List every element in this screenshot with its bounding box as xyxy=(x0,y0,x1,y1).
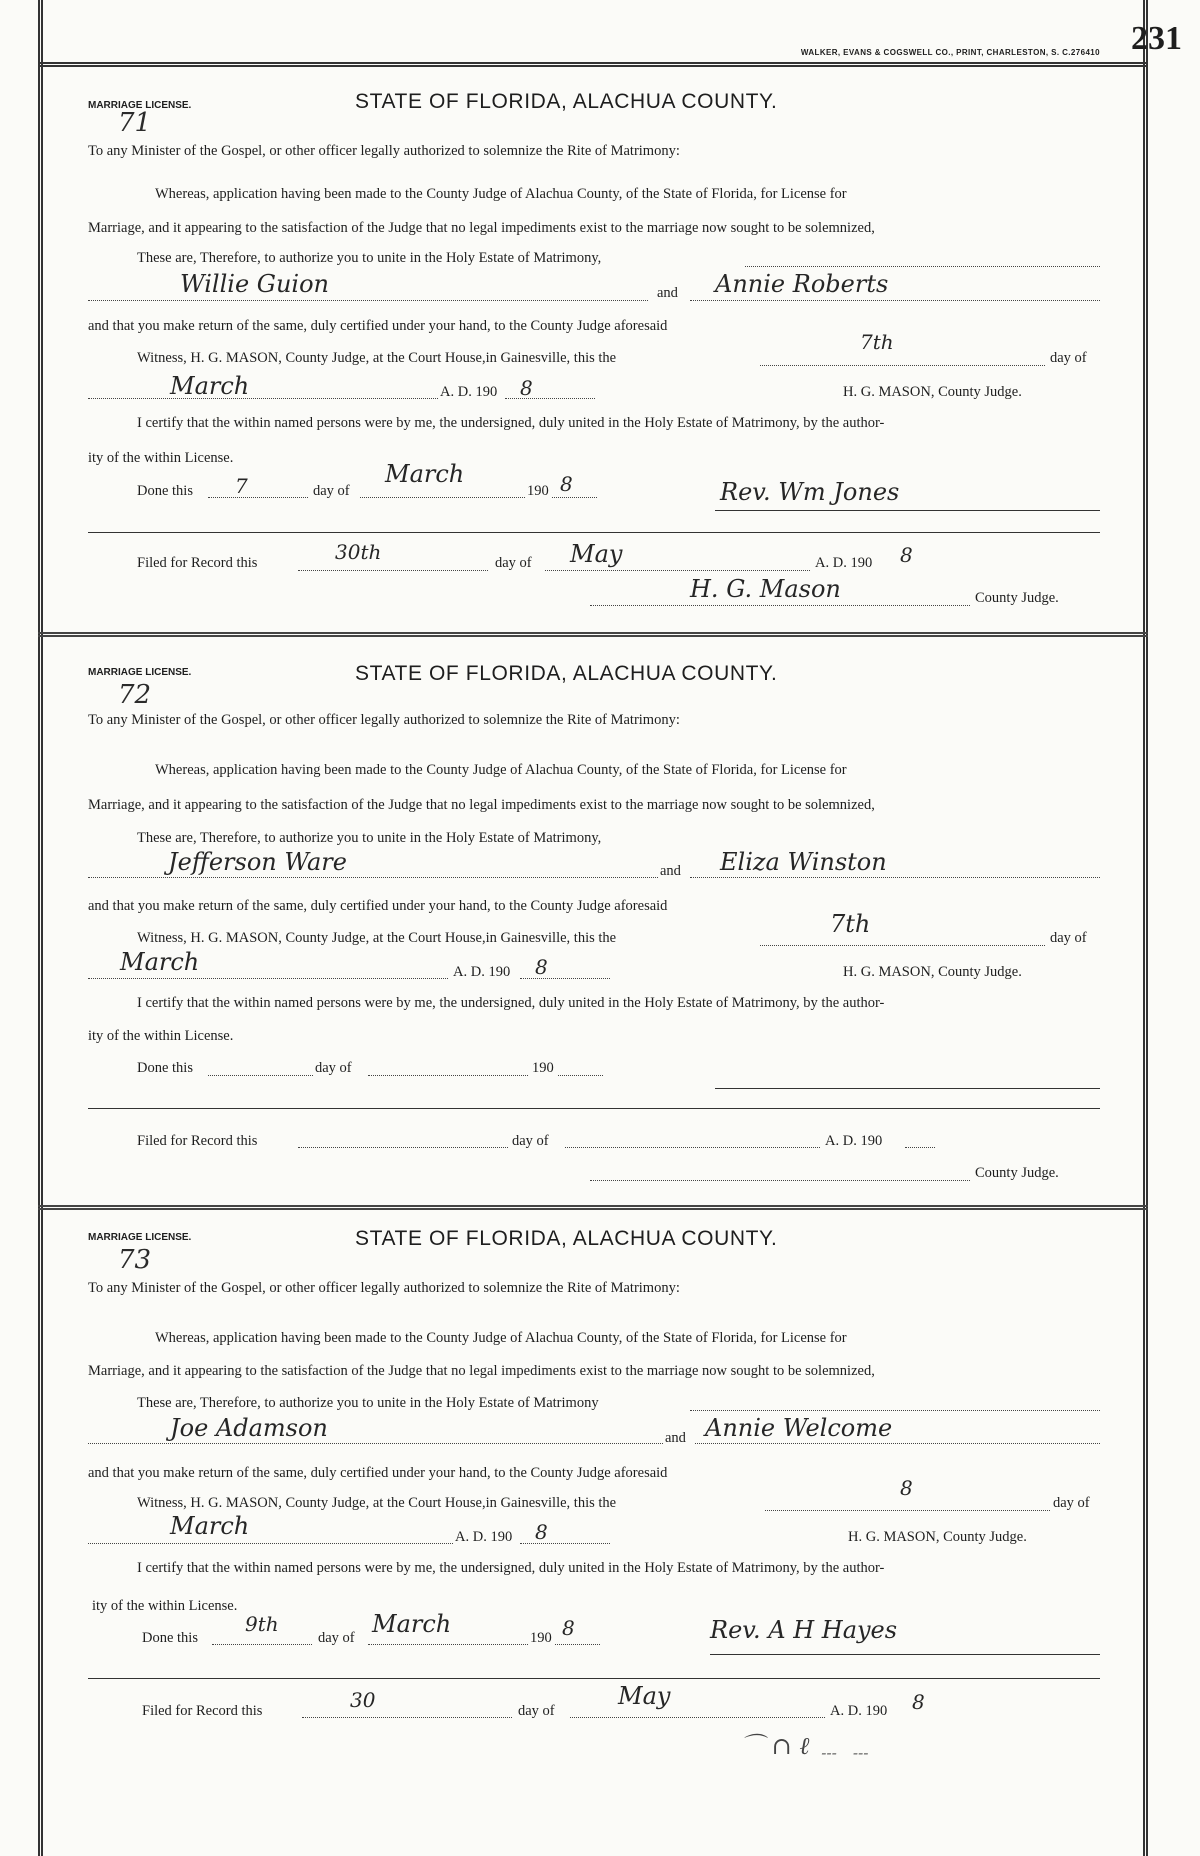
license-label: MARRIAGE LICENSE. xyxy=(88,1232,192,1243)
authorize-line: These are, Therefore, to authorize you to unite in the Holy Estate of Matrimony, xyxy=(137,830,602,846)
and-word: and xyxy=(665,1430,686,1446)
license-label: MARRIAGE LICENSE. xyxy=(88,100,192,111)
done-label: Done this xyxy=(137,483,193,499)
fill-line xyxy=(368,1075,528,1076)
witness-day: 8 xyxy=(900,1476,913,1500)
done-day: 7 xyxy=(235,474,248,498)
done-year-prefix: 190 xyxy=(532,1060,554,1076)
fill-line xyxy=(360,497,525,498)
filed-day-of: day of xyxy=(518,1703,555,1719)
done-day-of: day of xyxy=(313,483,350,499)
fill-line xyxy=(745,266,1100,267)
certify-line-1: I certify that the within named persons were by me, the undersigned, duly united in the Holy Estate of Matrimony, by the author- xyxy=(137,995,885,1011)
filed-day: 30th xyxy=(335,540,382,564)
fill-line xyxy=(570,1717,825,1718)
fill-line xyxy=(545,570,810,571)
fill-line xyxy=(590,605,970,606)
whereas-line-1: Whereas, application having been made to the County Judge of Alachua County, of the State of Florida, for License for xyxy=(155,186,847,202)
divider-rule xyxy=(88,1678,1100,1679)
fill-line xyxy=(690,1410,1100,1411)
witness-month: March xyxy=(120,948,200,976)
license-heading: STATE OF FLORIDA, ALACHUA COUNTY. xyxy=(355,1227,778,1250)
fill-line xyxy=(565,1147,820,1148)
officiant-line xyxy=(715,510,1100,511)
fill-line xyxy=(212,1644,312,1645)
witness-line: Witness, H. G. MASON, County Judge, at the Court House,in Gainesville, this the xyxy=(137,1495,617,1511)
day-of: day of xyxy=(1050,350,1087,366)
filed-day-of: day of xyxy=(495,555,532,571)
filed-ad: A. D. 190 xyxy=(815,555,873,571)
license-number: 73 xyxy=(118,1245,152,1275)
county-judge-label: County Judge. xyxy=(975,590,1059,606)
done-month: March xyxy=(372,1610,452,1638)
filed-year-digit: 8 xyxy=(912,1690,925,1714)
fill-line xyxy=(88,1543,453,1544)
bride-name: Annie Welcome xyxy=(705,1414,893,1442)
license-label: MARRIAGE LICENSE. xyxy=(88,667,192,678)
divider-rule xyxy=(88,1108,1100,1109)
fill-line xyxy=(760,945,1045,946)
bride-name: Annie Roberts xyxy=(715,270,889,298)
done-year-digit: 8 xyxy=(560,472,573,496)
fill-line xyxy=(765,1510,1050,1511)
done-day-of: day of xyxy=(315,1060,352,1076)
fill-line xyxy=(88,978,448,979)
fill-line xyxy=(590,1180,970,1181)
top-rule xyxy=(38,62,1148,67)
return-line: and that you make return of the same, duly certified under your hand, to the County Judge aforesaid xyxy=(88,1465,668,1481)
license-number: 71 xyxy=(118,108,152,138)
divider-rule xyxy=(88,532,1100,533)
judge-signature: H. G. MASON, County Judge. xyxy=(843,384,1022,400)
whereas-line-1: Whereas, application having been made to the County Judge of Alachua County, of the State of Florida, for License for xyxy=(155,762,847,778)
fill-line xyxy=(208,497,308,498)
judge-signature: H. G. MASON, County Judge. xyxy=(848,1529,1027,1545)
officiant-signature: Rev. A H Hayes xyxy=(710,1616,898,1644)
fill-line xyxy=(695,1443,1100,1444)
witness-day: 7th xyxy=(830,910,871,938)
filed-label: Filed for Record this xyxy=(137,555,258,571)
salutation: To any Minister of the Gospel, or other officer legally authorized to solemnize the Rite of Matrimony: xyxy=(88,1280,680,1296)
salutation: To any Minister of the Gospel, or other officer legally authorized to solemnize the Rite of Matrimony: xyxy=(88,712,680,728)
fill-line xyxy=(208,1075,313,1076)
fill-line xyxy=(690,300,1100,301)
fill-line xyxy=(690,877,1100,878)
page-number: 231 xyxy=(1131,20,1182,57)
ad-prefix: A. D. 190 xyxy=(440,384,498,400)
officiant-line xyxy=(715,1088,1100,1089)
officiant-signature: Rev. Wm Jones xyxy=(720,478,900,506)
filed-day: 30 xyxy=(350,1688,376,1712)
fill-line xyxy=(505,398,595,399)
return-line: and that you make return of the same, duly certified under your hand, to the County Judge aforesaid xyxy=(88,898,668,914)
certify-line-1: I certify that the within named persons were by me, the undersigned, duly united in the Holy Estate of Matrimony, by the author- xyxy=(137,415,885,431)
fill-line xyxy=(88,877,658,878)
fill-line xyxy=(760,365,1045,366)
fill-line xyxy=(88,300,648,301)
authorize-line: These are, Therefore, to authorize you to unite in the Holy Estate of Matrimony xyxy=(137,1395,599,1411)
witness-line: Witness, H. G. MASON, County Judge, at the Court House,in Gainesville, this the xyxy=(137,930,617,946)
done-month: March xyxy=(385,460,465,488)
fill-line xyxy=(88,398,438,399)
ad-prefix: A. D. 190 xyxy=(453,964,511,980)
county-judge-signature: H. G. Mason xyxy=(690,575,841,603)
done-year-prefix: 190 xyxy=(527,483,549,499)
filed-ad: A. D. 190 xyxy=(825,1133,883,1149)
officiant-line xyxy=(710,1654,1100,1655)
license-heading: STATE OF FLORIDA, ALACHUA COUNTY. xyxy=(355,662,778,685)
whereas-line-2: Marriage, and it appearing to the satisfaction of the Judge that no legal impediments exist to the marriage now sought to be solemnized, xyxy=(88,797,875,813)
certify-line-2: ity of the within License. xyxy=(92,1598,238,1614)
witness-month: March xyxy=(170,1512,250,1540)
fill-line xyxy=(368,1644,528,1645)
fill-line xyxy=(555,1644,600,1645)
filed-label: Filed for Record this xyxy=(142,1703,263,1719)
done-label: Done this xyxy=(137,1060,193,1076)
ad-year-digit: 8 xyxy=(520,376,533,400)
fill-line xyxy=(905,1147,935,1148)
day-of: day of xyxy=(1053,1495,1090,1511)
done-day: 9th xyxy=(245,1612,279,1636)
county-judge-signature-partial: ⌒ ∩ ℓ ﹍ ﹍ xyxy=(740,1732,873,1760)
license-heading: STATE OF FLORIDA, ALACHUA COUNTY. xyxy=(355,90,778,113)
and-word: and xyxy=(657,285,678,301)
witness-day: 7th xyxy=(860,330,894,354)
filed-year-digit: 8 xyxy=(900,543,913,567)
county-judge-label: County Judge. xyxy=(975,1165,1059,1181)
fill-line xyxy=(520,978,610,979)
return-line: and that you make return of the same, duly certified under your hand, to the County Judge aforesaid xyxy=(88,318,668,334)
filed-ad: A. D. 190 xyxy=(830,1703,888,1719)
ad-prefix: A. D. 190 xyxy=(455,1529,513,1545)
filed-label: Filed for Record this xyxy=(137,1133,258,1149)
done-year-prefix: 190 xyxy=(530,1630,552,1646)
certify-line-2: ity of the within License. xyxy=(88,450,234,466)
ad-year-digit: 8 xyxy=(535,955,548,979)
license-separator xyxy=(38,1205,1148,1210)
groom-name: Jefferson Ware xyxy=(168,848,347,876)
done-day-of: day of xyxy=(318,1630,355,1646)
done-label: Done this xyxy=(142,1630,198,1646)
whereas-line-2: Marriage, and it appearing to the satisfaction of the Judge that no legal impediments exist to the marriage now sought to be solemnized, xyxy=(88,220,875,236)
whereas-line-2: Marriage, and it appearing to the satisfaction of the Judge that no legal impediments exist to the marriage now sought to be solemnized, xyxy=(88,1363,875,1379)
authorize-line: These are, Therefore, to authorize you to unite in the Holy Estate of Matrimony, xyxy=(137,250,602,266)
groom-name: Willie Guion xyxy=(180,270,329,298)
whereas-line-1: Whereas, application having been made to the County Judge of Alachua County, of the State of Florida, for License for xyxy=(155,1330,847,1346)
fill-line xyxy=(298,1147,508,1148)
witness-month: March xyxy=(170,372,250,400)
filed-month: May xyxy=(618,1682,671,1710)
and-word: and xyxy=(660,863,681,879)
license-number: 72 xyxy=(118,680,152,710)
filed-month: May xyxy=(570,540,623,568)
certify-line-2: ity of the within License. xyxy=(88,1028,234,1044)
groom-name: Joe Adamson xyxy=(170,1414,328,1442)
fill-line xyxy=(88,1443,663,1444)
witness-line: Witness, H. G. MASON, County Judge, at the Court House,in Gainesville, this the xyxy=(137,350,617,366)
filed-day-of: day of xyxy=(512,1133,549,1149)
certify-line-1: I certify that the within named persons were by me, the undersigned, duly united in the Holy Estate of Matrimony, by the author- xyxy=(137,1560,885,1576)
judge-signature: H. G. MASON, County Judge. xyxy=(843,964,1022,980)
fill-line xyxy=(298,570,488,571)
license-separator xyxy=(38,632,1148,637)
day-of: day of xyxy=(1050,930,1087,946)
bride-name: Eliza Winston xyxy=(720,848,887,876)
printer-imprint: WALKER, EVANS & COGSWELL CO., PRINT, CHARLESTON, S. C.276410 xyxy=(800,48,1100,57)
salutation: To any Minister of the Gospel, or other officer legally authorized to solemnize the Rite of Matrimony: xyxy=(88,143,680,159)
fill-line xyxy=(552,497,597,498)
done-year-digit: 8 xyxy=(562,1616,575,1640)
ad-year-digit: 8 xyxy=(535,1520,548,1544)
fill-line xyxy=(302,1717,512,1718)
fill-line xyxy=(558,1075,603,1076)
fill-line xyxy=(520,1543,610,1544)
